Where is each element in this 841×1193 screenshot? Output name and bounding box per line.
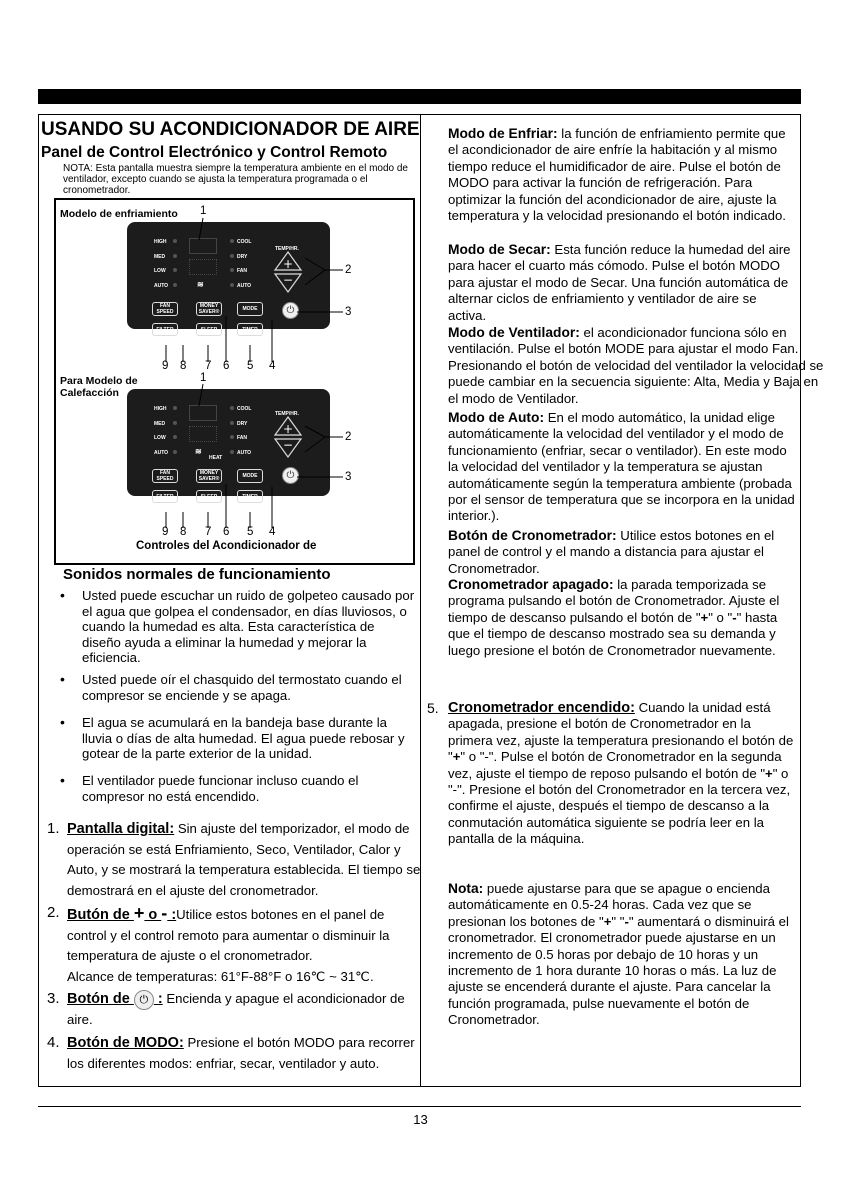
callout-number: 4 [269,526,276,538]
bullet-icon: • [60,587,65,603]
sound-bullet: El agua se acumulará en la bandeja base durante la lluvia o días de alta humedad. El agua puede rebosar y gotear de la parte exterior de la unidad. [82,715,405,761]
callout-number: 6 [223,526,230,538]
med-label: MED [154,421,166,427]
auto-mode-label: AUTO [237,283,252,289]
fan-speed-button[interactable]: FAN SPEED [152,469,178,483]
item-title: Botón de MODO: [67,1035,184,1051]
svg-text:+: + [282,422,294,436]
section-heading: Nota: [448,881,484,896]
callout-number: 5 [247,360,254,372]
mode-dry-section [448,242,798,324]
item-text: Utilice estos botones en el panel de control y el control remoto para aumentar o disminuir la temperatura de ajuste o el cronometrador. [67,907,390,963]
plus-icon: + [700,609,709,625]
fan-label: FAN [237,268,247,274]
callout-number: 2 [345,431,352,443]
callout-number: 7 [205,526,212,538]
item-mode-button [67,1033,422,1074]
plus-icon: + [765,765,773,781]
item-title: o [144,907,162,923]
temp-hr-label: TEMP/HR. [275,411,299,417]
section-heading: Modo de Enfriar: [448,126,558,141]
power-button[interactable]: ⏻ [282,467,299,484]
auto-fan-label: AUTO [154,450,169,456]
item-number: 3. [47,990,60,1007]
minus-icon: - [624,913,629,929]
section-text: Cuando la unidad está apagada, presione el botón de Cronometrador en la primera vez, ajuste la temperatura presionando el botón de " [448,700,794,765]
section-text: En el modo automático, la unidad elige automáticamente la velocidad del ventilador y el modo de funcionamiento (enfriar, secar o ventilador). En este modo la velocidad del ventilador y la temperatura se ajustan automáticamente según la temperatura ambiente (probada por el sensor de temperatura que se incorpora en la unidad interior.). [448,410,795,524]
timer-note-section [448,881,798,1029]
section-text: " o " [708,609,733,625]
sound-bullet: Usted puede oír el chasquido del termostato cuando el compresor se enciende y se apaga. [82,672,402,703]
bullet-icon: • [60,714,65,730]
section-text: el acondicionador funciona sólo en ventilación. Pulse el botón MODE para ajustar el modo Fan. Presionando el botón de velocidad del ventilador la velocidad se puede cambiar en la secuencia siguiente: Alta, Media y Baja en el modo de Ventilador. [448,325,824,406]
callout-number: 3 [345,306,352,318]
section-heading: Cronometrador encendido: [448,700,635,716]
callout-number: 5 [247,526,254,538]
filter-button[interactable]: FILTER [152,323,178,336]
item-power-button [67,989,422,1030]
callout-number: 1 [200,372,207,384]
svg-text:−: − [282,273,294,287]
high-label: HIGH [154,406,167,412]
cool-label: COOL [237,406,252,412]
bullet-icon: • [60,671,65,687]
callout-number: 3 [345,471,352,483]
med-label: MED [154,254,166,260]
callout-number: 6 [223,360,230,372]
item-title: : [153,991,163,1007]
footer-rule [38,1106,801,1107]
display-note: NOTA: Esta pantalla muestra siempre la temperatura ambiente en el modo de ventilador, excepto cuando se ajusta la temperatura programada o el cronometrador. [63,163,408,197]
item-title: : [167,907,177,923]
page-number: 13 [413,1112,428,1127]
dry-label: DRY [237,254,248,260]
callout-number: 7 [205,360,212,372]
callout-number: 1 [200,205,207,217]
money-saver-button[interactable]: MONEY SAVER® [196,469,222,483]
fan-speed-button[interactable]: FAN SPEED [152,302,178,316]
timer-on-section [448,700,798,848]
item-number: 4. [47,1034,60,1051]
temperature-range: Alcance de temperaturas: 61°F-88°F o 16℃ ~ 31℃. [67,968,374,984]
section-heading: Botón de Cronometrador: [448,528,617,543]
timer-button[interactable]: TIMER [237,490,263,503]
low-label: LOW [154,268,166,274]
section-text: puede ajustarse para que se apague o encienda automáticamente en 0.5-24 horas. Cada vez que se presionan los botones de " [448,881,770,929]
item-title: Botón de [67,991,134,1007]
fan-label: FAN [237,435,247,441]
heating-model-label: Para Modelo de Calefacción [60,375,138,399]
callout-number: 9 [162,360,169,372]
sound-bullet: El ventilador puede funcionar incluso cuando el compresor no está encendido. [82,773,359,804]
cooling-model-label: Modelo de enfriamiento [60,208,178,220]
cool-label: COOL [237,239,252,245]
item-title: Pantalla digital: [67,821,175,837]
section-text: " " [611,913,625,929]
svg-text:+: + [282,257,294,271]
dry-label: DRY [237,421,248,427]
section-heading: Cronometrador apagado: [448,577,614,592]
svg-text:−: − [282,438,294,452]
bullet-icon: • [60,772,65,788]
item-plus-minus-buttons [67,903,422,987]
minus-icon: - [161,903,168,923]
section-heading: Modo de Secar: [448,242,551,257]
item-number: 1. [47,820,60,837]
power-button[interactable]: ⏻ [282,302,299,319]
filter-button[interactable]: FILTER [152,490,178,503]
timer-button[interactable]: TIMER [237,323,263,336]
section-text: " aumentará o disminuirá el cronometrador. El cronometrador puede ajustarse en un incremento de 0.5 horas por debajo de 10 horas y un incremento de 1 hora durante 10 horas o más. La luz de ajuste se encenderá durante el ajuste. Para cancelar la función programada, pulse nuevamente el botón de Cronometrador. [448,913,789,1028]
plus-icon: + [452,749,461,765]
heat-label: HEAT [209,455,223,461]
section-text: " o "-". Presione el botón del Cronometrador en la tercera vez, confirme el ajuste, después el tiempo de descanso a la conmutación automática siguiente se podría leer en la pantalla de la máquina. [448,765,791,847]
callout-number: 8 [180,526,187,538]
section-heading: Modo de Ventilador: [448,325,580,340]
section-text: la parada temporizada se programa pulsando el botón de Cronometrador. Ajuste el tiempo de descanso pulsando el botón de " [448,577,780,625]
temp-hr-label: TEMP/HR. [275,246,299,252]
minus-icon: - [732,609,737,625]
item-number: 5. [427,700,439,716]
section-text: Esta función reduce la humedad del aire para hacer el cuarto más cómodo. Pulse el botón MODO para ajustar el modo de Secar. Una función automática de alternar ciclos de enfriamiento y ventilador de aire se activa. [448,242,791,323]
mode-auto-section [448,410,798,525]
mode-cool-section [448,126,798,224]
auto-fan-label: AUTO [154,283,169,289]
callout-number: 2 [345,264,352,276]
section-text: la función de enfriamiento permite que el acondicionador de aire enfríe la habitación y al mismo tiempo reduce el humidificador de aire. Pulse el botón de MODO para activar la función de refrigeración. Para optimizar la función del acondicionador de aire, ajuste la temperatura y la velocidad presionando el botón indicado. [448,126,786,224]
plus-icon: + [603,913,612,929]
section-text: " hasta que el tiempo de descanso mostrado sea su demanda y luego presione el botón de Cronometrador nuevamente. [448,609,778,658]
item-number: 2. [47,904,60,921]
section-subtitle: Panel de Control Electrónico y Control Remoto [41,144,388,161]
item-digital-display [67,819,422,901]
high-label: HIGH [154,239,167,245]
section-text: Utilice estos botones en el panel de control y el mando a distancia para ajustar el Cronometrador. [448,528,775,576]
callout-number: 8 [180,360,187,372]
timer-button-section [448,528,798,577]
mode-button[interactable]: MODE [237,469,263,483]
sleep-button[interactable]: SLEEP [196,490,222,503]
auto-mode-label: AUTO [237,450,252,456]
callout-number: 9 [162,526,169,538]
mode-button[interactable]: MODE [237,302,263,316]
item-text: Presione el botón MODO para recorrer los diferentes modos: enfriar, secar, ventilador y auto. [67,1035,415,1071]
item-text: Sin ajuste del temporizador, el modo de operación se está Enfriamiento, Seco, Ventilador, Calor y Auto, y se mostrará la temperatura establecida. El tiempo se demostrará en el ajuste del cronometrador. [67,821,421,898]
page-title: USANDO SU ACONDICIONADOR DE AIRE [41,119,420,140]
mode-fan-section [448,325,826,407]
sound-bullet: Usted puede escuchar un ruido de golpeteo causado por el agua que golpea el condensador, en días lluviosos, o cuando la humedad es alta. Esta característica de diseño ayuda a eliminar la humedad y mejorar la eficiencia. [82,588,415,665]
money-saver-button[interactable]: MONEY SAVER® [196,302,222,316]
callout-number: 4 [269,360,276,372]
sounds-heading: Sonidos normales de funcionamiento [63,566,331,583]
section-text: " o "-". Pulse el botón de Cronometrador en la segunda vez, ajuste el tiempo de reposo pulsando el botón de " [448,749,782,781]
item-title: Butón de [67,907,134,923]
plus-icon: + [133,903,145,923]
wifi-icon: ≋ [195,447,202,456]
item-text: Encienda y apague el acondicionador de aire. [67,991,405,1027]
timer-off-section [448,577,798,659]
figure-caption: Controles del Acondicionador de [136,540,317,552]
wifi-icon: ≋ [197,280,204,289]
section-heading: Modo de Auto: [448,410,545,425]
power-icon: ⏻ [134,990,154,1010]
low-label: LOW [154,435,166,441]
sleep-button[interactable]: SLEEP [196,323,222,336]
